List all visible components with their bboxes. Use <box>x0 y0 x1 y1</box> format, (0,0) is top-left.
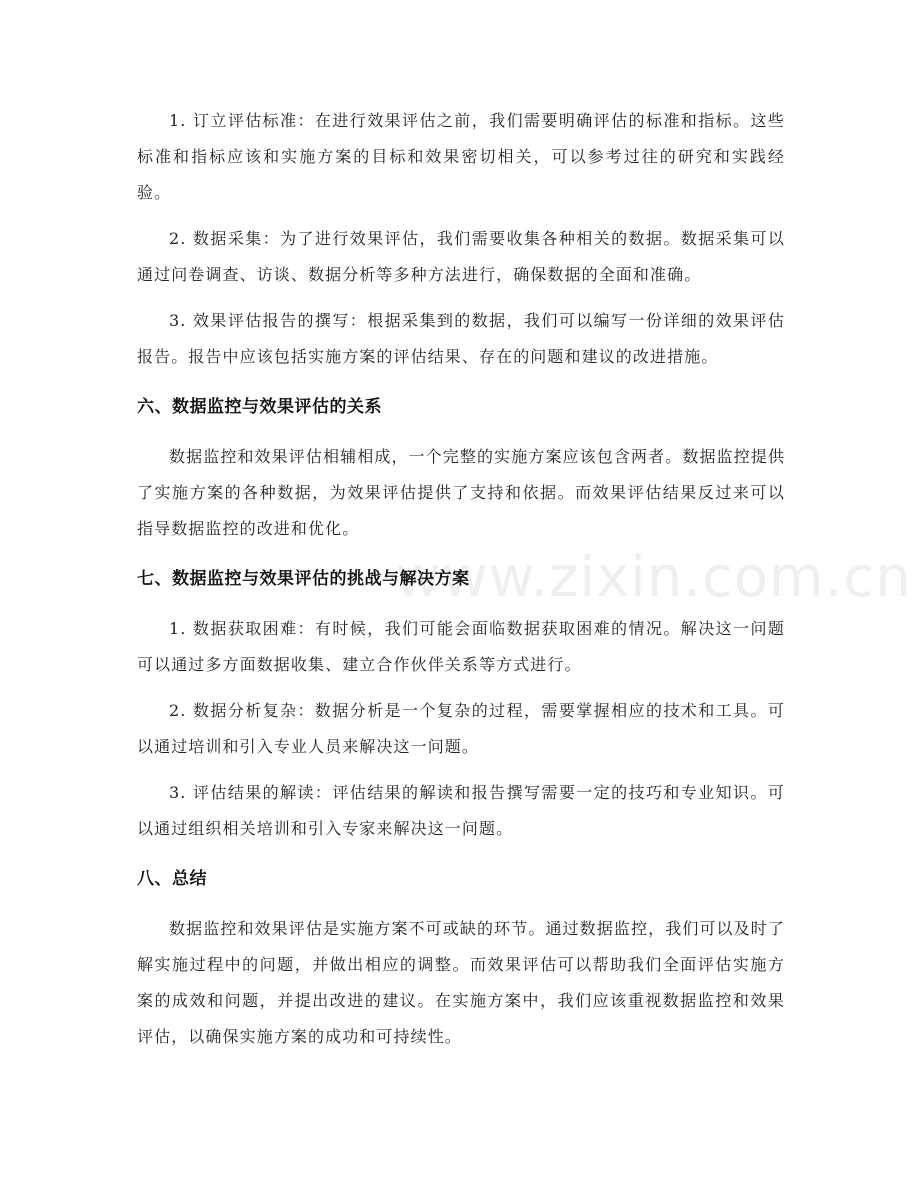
watermark: www.zixin.com.cn <box>395 545 912 610</box>
document-body <box>137 103 785 1055</box>
section-6-body: 数据监控和效果评估相辅相成，一个完整的实施方案应该包含两者。数据监控提供了实施方案的各种数据，为效果评估提供了支持和依据。而效果评估结果反过来可以指导数据监控的改进和优化。 <box>137 447 785 538</box>
paragraph-evaluation-standard: 1. 订立评估标准：在进行效果评估之前，我们需要明确评估的标准和指标。这些标准和指标应该和实施方案的目标和效果密切相关，可以参考过往的研究和实践经验。 <box>137 111 785 202</box>
paragraph-report-writing: 3. 效果评估报告的撰写：根据采集到的数据，我们可以编写一份详细的效果评估报告。报告中应该包括实施方案的评估结果、存在的问题和建议的改进措施。 <box>137 311 785 366</box>
section-8-body: 数据监控和效果评估是实施方案不可或缺的环节。通过数据监控，我们可以及时了解实施过程中的问题，并做出相应的调整。而效果评估可以帮助我们全面评估实施方案的成效和问题，并提出改进的建议。在实施方案中，我们应该重视数据监控和效果评估，以确保实施方案的成功和可持续性。 <box>137 919 785 1046</box>
section-6-heading: 六、数据监控与效果评估的关系 <box>137 397 382 417</box>
paragraph-data-collection: 2. 数据采集：为了进行效果评估，我们需要收集各种相关的数据。数据采集可以通过问卷调查、访谈、数据分析等多种方法进行，确保数据的全面和准确。 <box>137 229 785 284</box>
section-8-heading: 八、总结 <box>137 869 207 889</box>
section-7-item-data-analysis: 2. 数据分析复杂：数据分析是一个复杂的过程，需要掌握相应的技术和工具。可以通过培训和引入专业人员来解决这一问题。 <box>137 701 785 756</box>
section-7-item-data-acquisition: 1. 数据获取困难：有时候，我们可能会面临数据获取困难的情况。解决这一问题可以通过多方面数据收集、建立合作伙伴关系等方式进行。 <box>137 619 785 674</box>
section-7-heading: 七、数据监控与效果评估的挑战与解决方案 <box>137 569 470 589</box>
section-7-item-result-interpretation: 3. 评估结果的解读：评估结果的解读和报告撰写需要一定的技巧和专业知识。可以通过组织相关培训和引入专家来解决这一问题。 <box>137 783 785 838</box>
